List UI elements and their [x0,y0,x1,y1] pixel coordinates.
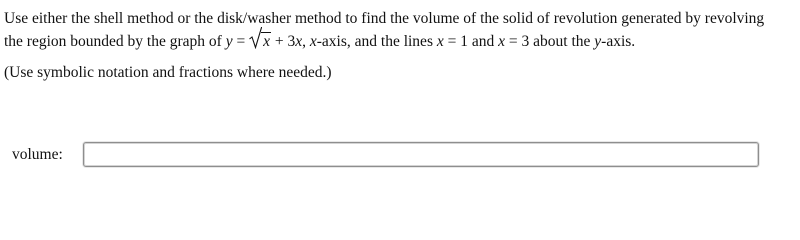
var-x-term: x [295,33,303,50]
radical-sign-icon [249,27,262,49]
x-axis-rest: -axis, and the lines [316,33,437,50]
line-x2-value: = 3 about the [505,33,595,50]
y-axis-var: y [594,33,602,50]
y-axis-rest: -axis. [601,33,636,50]
question-line-2 [4,30,796,53]
line-x1-value: = 1 and [443,33,499,50]
sqrt-expression [249,30,271,53]
volume-input[interactable] [83,142,759,167]
equals-sign: = [232,33,250,50]
x-axis-var: x [309,33,317,50]
var-y: y [225,33,233,50]
question-line-1: Use either the shell method or the disk/washer method to find the volume of the solid of revolution generated by revolving [4,10,765,27]
line2-prefix: the region bounded by the graph of [4,33,226,50]
line-x1-var: x [436,33,444,50]
plus-three: + 3 [270,33,296,50]
comma: , [302,33,310,50]
line-x2-var: x [498,33,506,50]
sqrt-radicand: x [263,33,270,50]
volume-label: volume: [12,146,63,163]
hint-text: (Use symbolic notation and fractions where needed.) [4,64,332,81]
question-text [4,7,796,84]
answer-row [0,140,800,170]
